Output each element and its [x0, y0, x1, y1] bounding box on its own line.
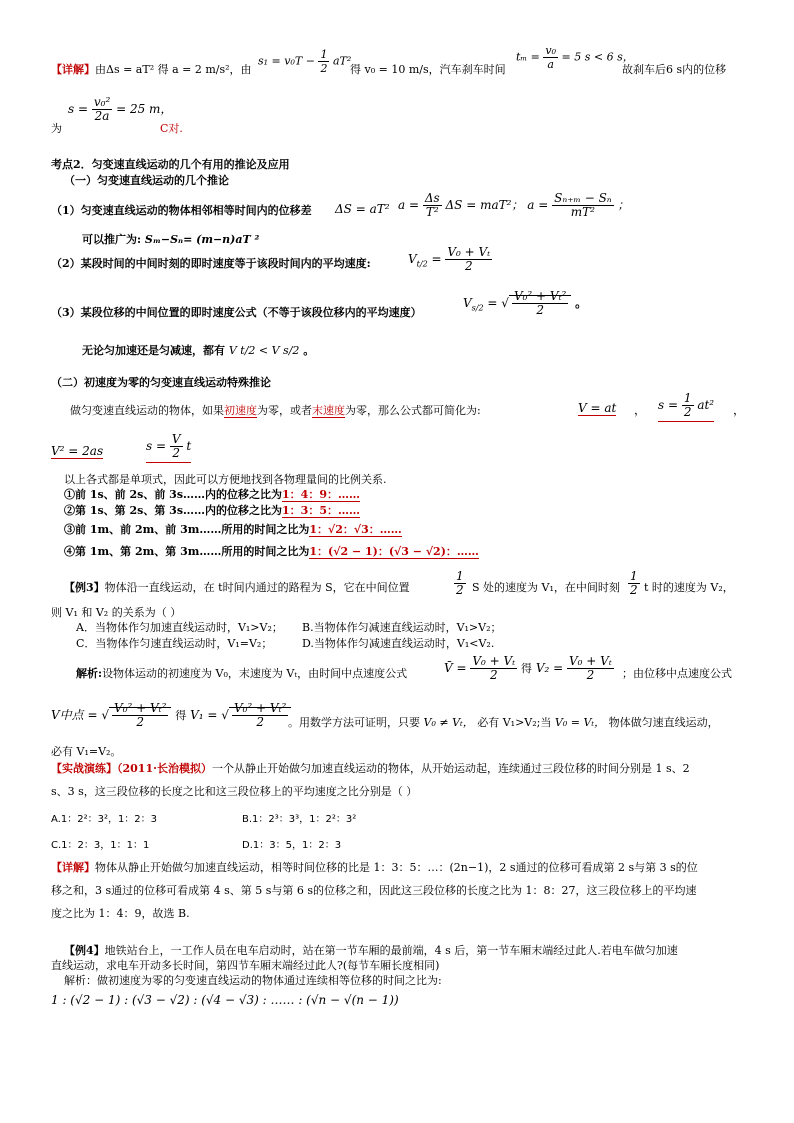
example-3-vbar-formula: V̄ = $\frac{\text{V₀ + Vₜ}}{2}$ 得 V₂ = $\frac{\text{V₀ + Vₜ}}{2}$	[444, 654, 612, 682]
practice-option-d: D.1：3：5，1：2：3	[242, 840, 342, 851]
practice-answer-1: 【详解】物体从静止开始做匀加速直线运动，相等时间位移的比是 1：3：5：…：(2n−1)，2 s通过的位移可看成第 2 s与第 3 s的位	[51, 861, 698, 874]
example-3-solution-3: 。用数学方法可证明，只要 V₀ ≠ Vₜ， 必有 V₁>V₂;当 V₀ = Vₜ， 物体做匀速直线运动，	[288, 716, 719, 729]
formula-s-half-at2: s = $\frac{1}{2}$ at²	[658, 392, 714, 422]
example-3-vmid-formula: V中点 = √ $\frac{\text{V₀² + Vₜ²}}{2}$ 得 V₁ = √ $\frac{\text{V₀² + Vₜ²}}{2}$	[51, 702, 291, 729]
example-4-solution: 解析：做初速度为零的匀变速直线运动的物体通过连续相等位移的时间之比为:	[64, 974, 442, 987]
rule-3-text: （3）某段位移的中间位置的即时速度公式（不等于该段位移内的平均速度）	[51, 306, 422, 319]
ratio-item: ①前 1s、前 2s、前 3s……内的位移之比为1：4：9：……	[64, 488, 360, 501]
ratio-note: 以上各式都是单项式，因此可以方便地找到各物理量间的比例关系.	[64, 473, 387, 486]
example-3-question-3: t 时的速度为 V₂，	[644, 581, 734, 594]
example-3-solution-2: ；由位移中点速度公式	[622, 667, 732, 680]
practice-question-2: s、3 s，这三段位移的长度之比和这三段位移上的平均速度之比分别是（ ）	[51, 785, 418, 798]
formula-s: s = $\frac{\text{v₀²}}{2a}$ = 25 m，	[68, 95, 173, 123]
example-3-solution-4: 必有 V₁=V₂。	[51, 745, 122, 758]
rule-2-formula: $V_{t/2}$ = $\frac{\text{V₀ + Vₜ}}{2}$	[408, 245, 491, 273]
example-3-option-d: D.当物体作匀减速直线运动时，V₁<V₂.	[302, 637, 495, 650]
example-3-option-c: C．当物体作匀速直线运动时，V₁=V₂；	[76, 637, 273, 650]
formula-v-at: V = at	[578, 401, 617, 415]
formula-tm: tₘ = $\frac{\text{v₀}}{a}$ = 5 s < 6 s，	[516, 44, 634, 71]
example-3-option-b: B.当物体作匀减速直线运动时，V₁>V₂；	[302, 621, 502, 634]
rule-4: 无论匀加速还是匀减速，都有 V t/2 < V s/2 。	[82, 344, 315, 357]
example-3-half-t: $\frac{1}{2}$	[630, 569, 638, 597]
detail-label: 【详解】	[51, 63, 95, 76]
example-4-ratio: 1 : (√2 − 1) : (√3 − √2) : (√4 − √3) : …… : (√n − √(n − 1))	[51, 993, 399, 1007]
practice-option-b: B.1：2³：3³，1：2²：3²	[242, 814, 357, 825]
comma-2: ，	[733, 403, 746, 417]
ratio-item: ③前 1m、前 2m、前 3m……所用的时间之比为1：√2：√3：……	[64, 523, 402, 536]
rule-1-eq-a: a = $\frac{\Delta s}{\text{T²}}$ ΔS = maT²； a = $\frac{\text{Sₙ₊ₘ − Sₙ}}{\text{mT²}}$ ；	[398, 191, 630, 219]
detail-answer-c: C对.	[160, 122, 183, 135]
detail-line-1	[51, 62, 252, 77]
example-3-option-a: A．当物体作匀加速直线运动时，V₁>V₂；	[76, 621, 283, 634]
example-3-question-1: 【例3】物体沿一直线运动，在 t时间内通过的路程为 S，它在中间位置	[64, 581, 410, 594]
rule-1-eq1: ΔS = aT²	[335, 202, 390, 216]
formula-s-vt: s = $\frac{V}{2}$ t	[146, 433, 191, 463]
example-4-question-1: 【例4】地铁站台上，一工作人员在电车启动时，站在第一节车厢的最前端，4 s 后，第一节车厢末端经过此人.若电车做匀加速	[64, 944, 678, 957]
detail-text-1: 由Δs = aT² 得 a = 2 m/s²，由	[95, 63, 252, 76]
subsection-title-1: （一）匀变速直线运动的几个推论	[64, 174, 229, 187]
ratio-item: ②第 1s、第 2s、第 3s……内的位移之比为1：3：5：……	[64, 504, 360, 517]
practice-option-c: C.1：2：3，1：1：1	[51, 840, 150, 851]
section-title-kp2: 考点2．匀变速直线运动的几个有用的推论及应用	[51, 158, 290, 171]
example-4-question-2: 直线运动，求电车开动多长时间，第四节车厢末端经过此人?(每节车厢长度相同)	[51, 959, 440, 972]
example-3-half-s: $\frac{1}{2}$	[456, 569, 464, 597]
zero-velocity-paragraph: 做匀变速直线运动的物体，如果初速度为零，或者末速度为零，那么公式都可简化为:	[70, 404, 481, 417]
rule-2-text: （2）某段时间的中间时刻的即时速度等于该段时间内的平均速度:	[51, 257, 371, 270]
practice-option-a: A.1：2²：3²，1：2：3	[51, 814, 158, 825]
practice-answer-3: 度之比为 1：4：9，故选 B.	[51, 907, 190, 920]
detail-text-3: 故刹车后6 s内的位移	[622, 63, 727, 76]
example-3-solution-1: 解析:设物体运动的初速度为 V₀，末速度为 Vₜ，由时间中点速度公式	[76, 667, 408, 680]
example-3-question-4: 则 V₁ 和 V₂ 的关系为（ ）	[51, 606, 182, 619]
detail-text-2: 得 v₀ = 10 m/s，汽车刹车时间	[350, 63, 506, 76]
rule-1-ext: 可以推广为: Sₘ−Sₙ= (m−n)aT ²	[82, 233, 260, 246]
comma-1: ，	[634, 403, 647, 417]
practice-question-1: 【实战演练】（2011·长治模拟）一个从静止开始做匀加速直线运动的物体，从开始运动起，连续通过三段位移的时间分别是 1 s、2	[51, 762, 690, 775]
formula-v2-2as: V² = 2as	[51, 444, 104, 458]
detail-wei: 为	[51, 122, 62, 135]
practice-answer-2: 移之和，3 s通过的位移可看成第 4 s、第 5 s与第 6 s的位移之和，因此这三段位移的长度之比为 1：8：27，这三段位移上的平均速	[51, 884, 697, 897]
formula-s1: s₁ = v₀T − $\frac{1}{2}$ aT²	[258, 48, 352, 75]
ratio-item: ④第 1m、第 2m、第 3m……所用的时间之比为1：(√2 − 1)：(√3 − √2)：……	[64, 545, 479, 558]
rule-1-text: （1）匀变速直线运动的物体相邻相等时间内的位移差	[51, 204, 312, 217]
example-3-question-2: S 处的速度为 V₁，在中间时刻	[472, 581, 620, 594]
rule-3-formula: $V_{s/2}$ = √ $\frac{\text{V₀² + Vₜ²}}{2}$ 。	[463, 289, 588, 317]
subsection-title-2: （二）初速度为零的匀变速直线运动特殊推论	[51, 376, 271, 389]
